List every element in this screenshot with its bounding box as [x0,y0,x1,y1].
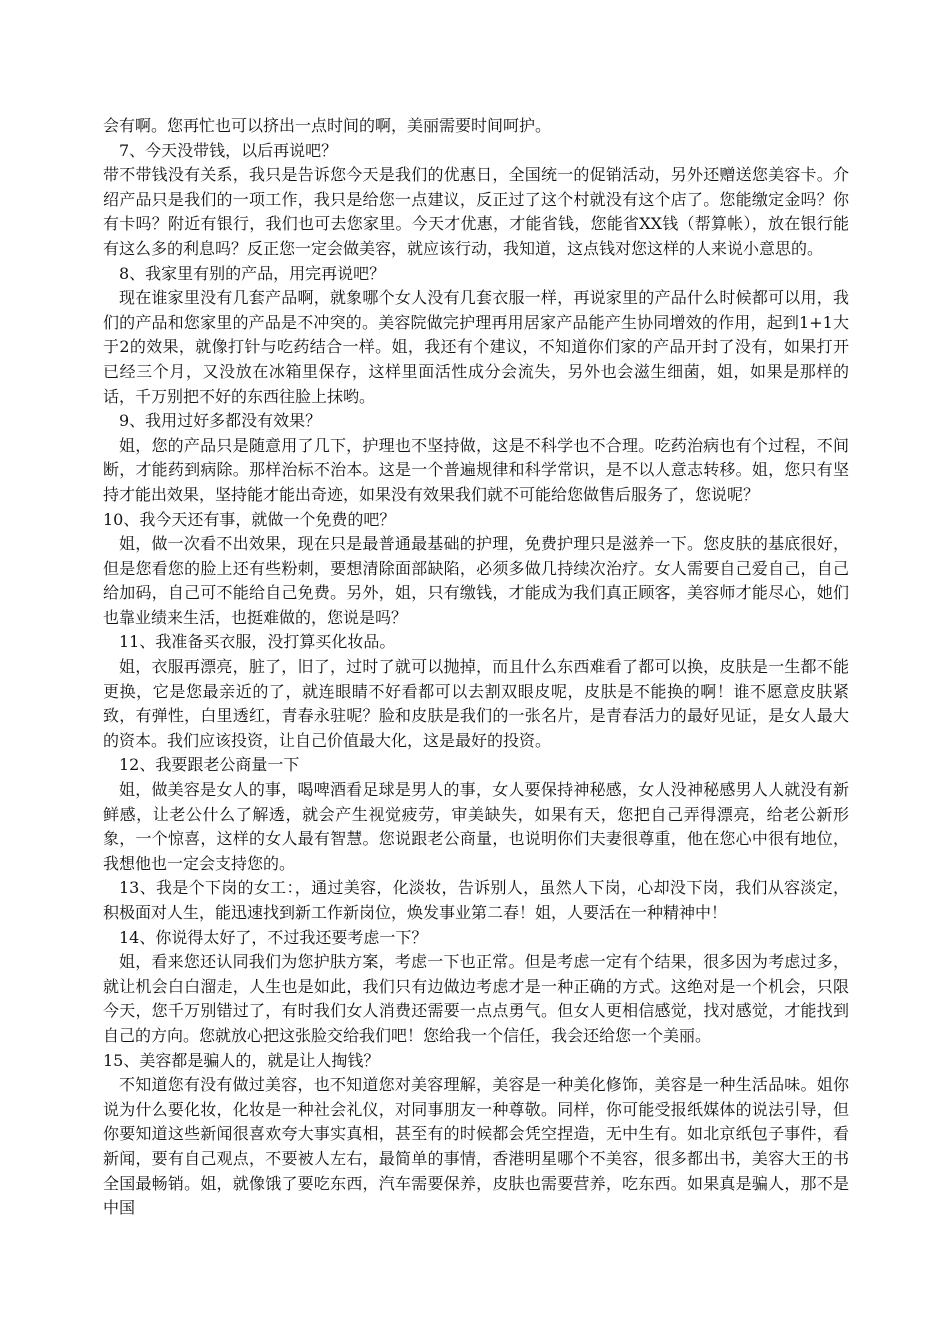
question-13: 13、我是个下岗的女工：，通过美容，化淡妆，告诉别人，虽然人下岗，心却没下岗，我们从容淡定，积极面对人生，能迅速找到新工作新岗位，焕发事业第二春！姐，人要活在一种精神中！ [103,878,849,922]
answer-8: 现在谁家里没有几套产品啊，就象哪个女人没有几套衣服一样，再说家里的产品什么时候都可以用，我们的产品和您家里的产品是不冲突的。美容院做完护理再用居家产品能产生协同增效的作用，起到1+1大于2的效果，就像打针与吃药结合一样。姐，我还有个建议，不知道你们家的产品开封了没有，如果打开已经三个月，又没放在冰箱里保存，这样里面活性成分会流失，另外也会滋生细菌，姐，如果是那样的话，千万别把不好的东西往脸上抹哟。 [103,288,849,406]
document-body [103,114,849,1221]
question-12: 12、我要跟老公商量一下 [119,755,300,775]
question-11: 11、我准备买衣服，没打算买化妆品。 [119,632,396,652]
answer-12: 姐，做美容是女人的事，喝啤酒看足球是男人的事，女人要保持神秘感，女人没神秘感男人人就没有新鲜感，让老公什么了解透，就会产生视觉疲劳，审美缺失，如果有天，您把自己弄得漂亮，给老公新形象，一个惊喜，这样的女人最有智慧。您说跟老公商量，也说明你们夫妻很尊重，他在您心中很有地位，我想他也一定会支持您的。 [103,780,849,873]
question-8: 8、我家里有别的产品，用完再说吧？ [119,263,386,283]
question-7: 7、今天没带钱，以后再说吧？ [119,140,338,160]
question-15: 15、美容都是骗人的，就是让人掏钱？ [103,1050,380,1070]
answer-10: 姐，做一次看不出效果，现在只是最普通最基础的护理，免费护理只是滋养一下。您皮肤的基底很好，但是您看您的脸上还有些粉刺，要想清除面部缺陷，必须多做几持续次治疗。女人需要自己爱自己，自己给加码，自己可不能给自己免费。另外，姐，只有缴钱，才能成为我们真正顾客，美容师才能尽心，她们也靠业绩来生活，也挺难做的，您说是吗？ [103,534,849,627]
lead-paragraph: 会有啊。您再忙也可以挤出一点时间的啊，美丽需要时间呵护。 [103,116,552,135]
answer-7: 带不带钱没有关系，我只是告诉您今天是我们的优惠日，全国统一的促销活动，另外还赠送您美容卡。介绍产品只是我们的一项工作，我只是给您一点建议，反正过了这个村就没有这个店了。您能缴定金吗？你有卡吗？附近有银行，我们也可去您家里。今天才优惠，才能省钱，您能省XX钱（帮算帐），放在银行能有这么多的利息吗？反正您一定会做美容，就应该行动，我知道，这点钱对您这样的人来说小意思的。 [103,165,849,258]
question-10: 10、我今天还有事，就做一个免费的吧？ [103,509,396,529]
answer-14: 姐，看来您还认同我们为您护肤方案，考虑一下也正常。但是考虑一定有个结果，很多因为考虑过多，就让机会白白溜走，人生也是如此，我们只有边做边考虑才是一种正确的方式。这绝对是一个机会，只限今天，您千万别错过了，有时我们女人消费还需要一点点勇气。但女人更相信感觉，找对感觉，才能找到自己的方向。您就放心把这张脸交给我们吧！您给我一个信任，我会还给您一个美丽。 [103,952,849,1045]
question-9: 9、我用过好多都没有效果？ [119,411,322,431]
answer-9: 姐，您的产品只是随意用了几下，护理也不坚持做，这是不科学也不合理。吃药治病也有个过程，不间断，才能药到病除。那样治标不治本。这是一个普遍规律和科学常识，是不以人意志转移。姐，您只有坚持才能出效果，坚持能才能出奇迹，如果没有效果我们就不可能给您做售后服务了，您说呢？ [103,435,849,504]
answer-15: 不知道您有没有做过美容，也不知道您对美容理解，美容是一种美化修饰，美容是一种生活品味。姐你说为什么要化妆，化妆是一种社会礼仪，对同事朋友一种尊敬。同样，你可能受报纸媒体的说法引导，但你要知道这些新闻很喜欢夸大事实真相，甚至有的时候都会凭空捏造，无中生有。如北京纸包子事件，看新闻，要有自己观点，不要被人左右，最简单的事情，香港明星哪个不美容，很多都出书，美容大王的书全国最畅销。姐，就像饿了要吃东西，汽车需要保养，皮肤也需要营养，吃东西。如果真是骗人，那不是中国 [103,1075,849,1218]
answer-11: 姐，衣服再漂亮，脏了，旧了，过时了就可以抛掉，而且什么东西难看了都可以换，皮肤是一生都不能更换，它是您最亲近的了，就连眼睛不好看都可以去割双眼皮呢，皮肤是不能换的啊！谁不愿意皮肤紧致，有弹性，白里透红，青春永驻呢？脸和皮肤是我们的一张名片，是青春活力的最好见证，是女人最大的资本。我们应该投资，让自己价值最大化，这是最好的投资。 [103,657,849,750]
question-14: 14、你说得太好了，不过我还要考虑一下？ [119,927,428,947]
